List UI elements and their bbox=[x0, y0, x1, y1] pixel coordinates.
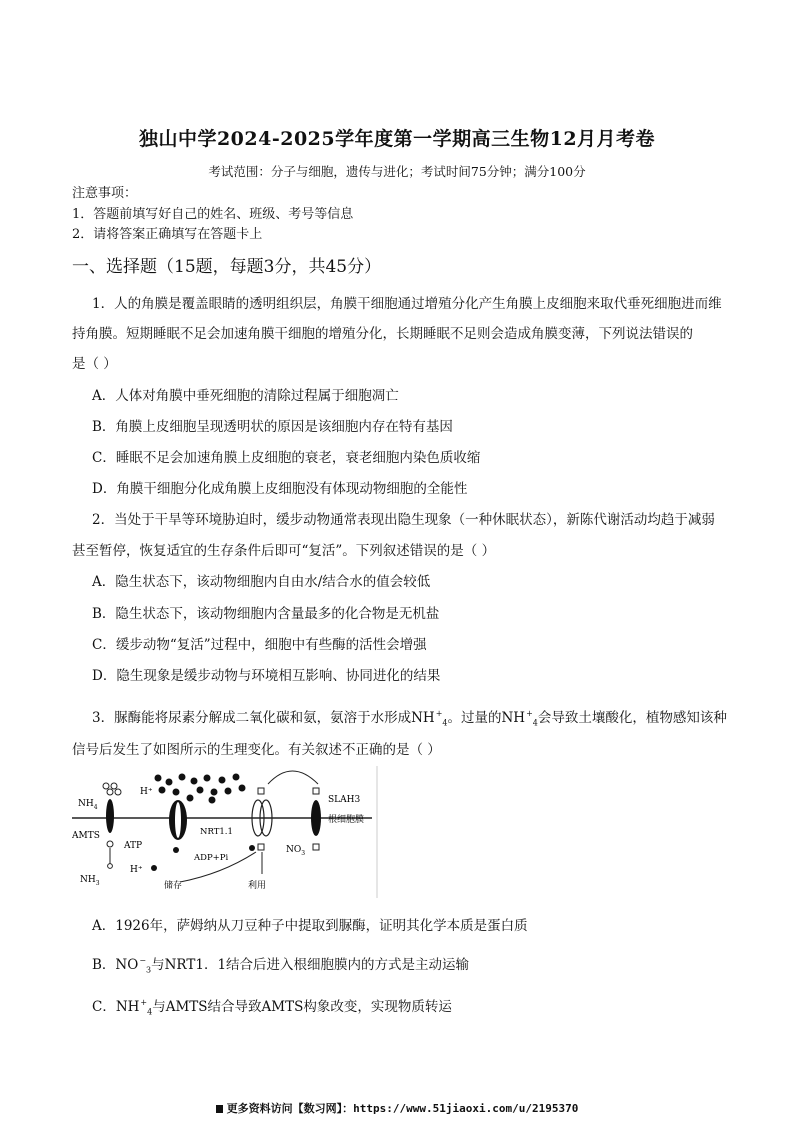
notice-item: 2．请将答案正确填写在答题卡上 bbox=[72, 227, 263, 242]
flag-icon bbox=[216, 1105, 223, 1113]
q1-option-c: C．睡眠不足会加速角膜上皮细胞的衰老，衰老细胞内染色质收缩 bbox=[92, 450, 481, 466]
storage-label: 储存 bbox=[164, 881, 183, 891]
hplus-particle bbox=[173, 847, 179, 853]
q3-stem bbox=[92, 706, 727, 728]
nh4-circle bbox=[103, 783, 109, 789]
exam-scope-subtitle: 考试范围：分子与细胞，遗传与进化；考试时间75分钟；满分100分 bbox=[208, 164, 586, 179]
nh4-circle bbox=[111, 783, 117, 789]
q3-stem-part: 会导致土壤酸化，植物感知该种 bbox=[537, 710, 727, 726]
hplus-particle bbox=[249, 845, 255, 851]
notice-heading: 注意事项： bbox=[72, 186, 138, 201]
q2-option-a: A．隐生状态下，该动物细胞内自由水/结合水的值会较低 bbox=[92, 574, 431, 590]
charge-superscript: − bbox=[139, 956, 147, 965]
q2-option-b: B．隐生状态下，该动物细胞内含量最多的化合物是无机盐 bbox=[92, 606, 440, 622]
section-heading: 一、选择题（15题，每题3分，共45分） bbox=[72, 257, 382, 277]
slah3-label: SLAH3 bbox=[328, 795, 361, 805]
slah3-channel bbox=[311, 800, 321, 836]
q3-stem-part: 3．脲酶能将尿素分解成二氧化碳和氨，氨溶于水形成NH bbox=[92, 710, 435, 726]
subscript: 4 bbox=[532, 718, 538, 728]
atp-label: ATP bbox=[124, 841, 143, 851]
q3-stem-part: 。过量的NH bbox=[447, 710, 526, 726]
q1-stem: 是（ ） bbox=[72, 356, 117, 372]
q3-option-a: A．1926年，萨姆纳从刀豆种子中提取到脲酶，证明其化学本质是蛋白质 bbox=[92, 918, 528, 934]
root-cell-membrane-diagram bbox=[72, 764, 384, 900]
no3-square bbox=[258, 788, 264, 794]
q2-stem: 甚至暂停，恢复适宜的生存条件后即可“复活”。下列叙述错误的是（ ） bbox=[72, 543, 496, 559]
amts-transporter bbox=[106, 799, 114, 833]
proton-pump-channel bbox=[175, 802, 181, 838]
option-text: 与AMTS结合导致AMTS构象改变，实现物质转运 bbox=[152, 999, 452, 1015]
no3-square bbox=[258, 844, 264, 850]
use-label: 利用 bbox=[248, 881, 267, 891]
no3-square bbox=[313, 788, 319, 794]
option-text: B．NO bbox=[92, 957, 139, 973]
nh4-circle bbox=[107, 789, 113, 795]
nh3-label: $NH_3$ bbox=[80, 875, 100, 887]
hplus-label: H⁺ bbox=[140, 787, 153, 797]
nh4-circle bbox=[115, 789, 121, 795]
q3-option-c bbox=[92, 995, 452, 1017]
nh4-circle bbox=[107, 841, 113, 847]
charge-superscript: + bbox=[435, 709, 443, 718]
no3-label: $NO_3$ bbox=[286, 845, 306, 857]
notice-item: 1．答题前填写好自己的姓名、班级、考号等信息 bbox=[72, 207, 354, 222]
subscript: 4 bbox=[147, 1007, 153, 1017]
hplus-particles bbox=[155, 774, 246, 804]
nh4-label: $NH_4$ bbox=[78, 799, 98, 811]
q1-option-d: D．角膜干细胞分化成角膜上皮细胞没有体现动物细胞的全能性 bbox=[92, 481, 468, 497]
amts-label: AMTS bbox=[72, 831, 100, 841]
q2-option-d: D．隐生现象是缓步动物与环境相互影响、协同进化的结果 bbox=[92, 668, 441, 684]
q2-stem: 2．当处于干旱等环境胁迫时，缓步动物通常表现出隐生现象（一种休眠状态），新陈代谢活动均趋于减弱 bbox=[92, 512, 715, 528]
q2-option-c: C．缓步动物“复活”过程中，细胞中有些酶的活性会增强 bbox=[92, 637, 427, 653]
q1-option-b: B．角膜上皮细胞呈现透明状的原因是该细胞内存在特有基因 bbox=[92, 419, 453, 435]
q3-stem: 信号后发生了如图所示的生理变化。有关叙述不正确的是（ ） bbox=[72, 742, 441, 758]
footer-text: 更多资料访问【数习网】：https://www.51jiaoxi.com/u/2195370 bbox=[226, 1102, 579, 1115]
option-text: 与NRT1．1结合后进入根细胞膜内的方式是主动运输 bbox=[151, 957, 470, 973]
adp-label: ADP+Pi bbox=[194, 853, 229, 863]
charge-superscript: + bbox=[140, 998, 148, 1007]
q1-stem: 持角膜。短期睡眠不足会加速角膜干细胞的增殖分化，长期睡眠不足则会造成角膜变薄，下列说法错误的 bbox=[72, 326, 693, 342]
hplus-particle bbox=[151, 865, 157, 871]
option-text: C．NH bbox=[92, 999, 140, 1015]
q1-option-a: A．人体对角膜中垂死细胞的清除过程属于细胞凋亡 bbox=[92, 388, 399, 404]
nrt-label: NRT1.1 bbox=[200, 827, 233, 837]
q1-stem: 1．人的角膜是覆盖眼睛的透明组织层，角膜干细胞通过增殖分化产生角膜上皮细胞来取代垂死细胞进而维 bbox=[92, 296, 722, 312]
charge-superscript: + bbox=[526, 709, 533, 718]
arrow bbox=[268, 771, 318, 784]
page-title: 独山中学2024-2025学年度第一学期高三生物12月月考卷 bbox=[138, 128, 656, 150]
footer-link[interactable] bbox=[0, 1100, 794, 1116]
q3-option-b bbox=[92, 953, 469, 975]
no3-square bbox=[313, 844, 319, 850]
subscript: 4 bbox=[442, 718, 448, 728]
hplus-label-inside: H⁺ bbox=[130, 865, 143, 875]
nh4-circle bbox=[108, 864, 113, 869]
subscript: 3 bbox=[146, 965, 152, 975]
membrane-label: 根细胞膜 bbox=[328, 815, 365, 825]
